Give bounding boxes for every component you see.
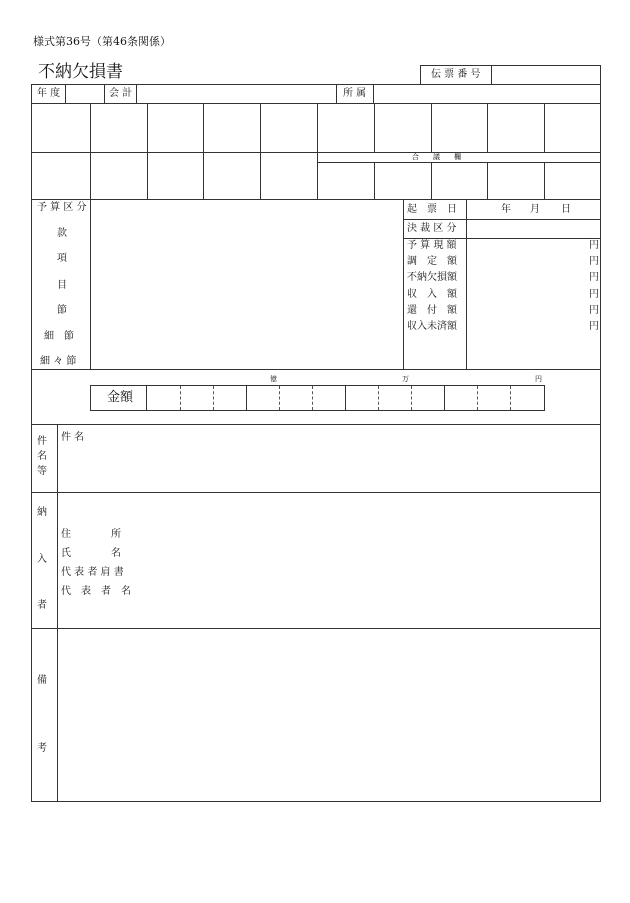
payer-section-char-3: 者 [37, 600, 47, 611]
en-unit: 円 [535, 375, 542, 383]
remarks-section-char-2: 考 [37, 743, 47, 754]
refund-amount-label: 還 付 額 [407, 305, 457, 316]
setsu-label: 節 [57, 305, 67, 316]
approval-stamp-row-2[interactable] [32, 153, 316, 198]
uncollected-amount-label: 収入未済額 [407, 321, 457, 332]
account-label: 会 計 [109, 88, 133, 99]
oku-unit: 億 [270, 375, 277, 383]
subject-section-char-3: 等 [37, 466, 47, 477]
day-label: 日 [561, 204, 571, 215]
saisetsu-label: 細 節 [44, 331, 74, 342]
kan-label: 款 [57, 228, 67, 239]
saisaisetsu-label: 細 々 節 [40, 356, 77, 367]
budget-current-unit: 円 [589, 240, 599, 251]
budget-detail-field[interactable] [91, 200, 402, 368]
council-stamp-row[interactable] [318, 163, 600, 198]
deficit-amount-label: 不納欠損額 [407, 272, 457, 283]
amount-label: 金額 [107, 390, 134, 405]
slip-number-label: 伝 票 番 号 [431, 69, 481, 80]
address-label: 住 所 [61, 529, 121, 540]
year-label: 年 [501, 204, 511, 215]
kou-label: 項 [57, 253, 67, 264]
issue-date-field[interactable] [467, 200, 600, 218]
subject-section-char-2: 名 [37, 451, 47, 462]
amounts-field[interactable] [467, 239, 587, 337]
department-field[interactable] [374, 85, 600, 102]
payer-details-field[interactable] [150, 525, 598, 601]
subject-section-char-1: 件 [37, 436, 47, 447]
issue-date-label: 起 票 日 [407, 204, 457, 215]
uncollected-amount-unit: 円 [589, 321, 599, 332]
received-amount-label: 収 入 額 [407, 289, 457, 300]
department-label: 所 属 [343, 88, 367, 99]
received-amount-unit: 円 [589, 289, 599, 300]
approval-stamp-row-1[interactable] [32, 104, 600, 151]
decision-category-label: 決 裁 区 分 [407, 223, 457, 234]
fiscal-year-label: 年 度 [37, 88, 61, 99]
moku-label: 目 [57, 280, 67, 291]
decision-category-field[interactable] [467, 220, 600, 237]
man-unit: 万 [402, 375, 409, 383]
assessed-amount-unit: 円 [589, 256, 599, 267]
month-label: 月 [530, 204, 540, 215]
page-title: 不納欠損書 [38, 62, 123, 82]
budget-category-label: 予 算 区 分 [37, 202, 87, 213]
rep-title-label: 代 表 者 肩 書 [61, 567, 124, 578]
fiscal-year-field[interactable] [66, 85, 103, 102]
council-label: 合 議 欄 [412, 153, 461, 161]
budget-current-label: 予 算 現 額 [407, 240, 457, 251]
assessed-amount-label: 調 定 額 [407, 256, 457, 267]
form-number-label: 様式第36号（第46条関係） [33, 35, 171, 48]
remarks-section-char-1: 備 [37, 675, 47, 686]
payer-name-label: 氏 名 [61, 548, 121, 559]
remarks-field[interactable] [58, 629, 600, 801]
subject-name-label: 件 名 [61, 432, 85, 443]
subject-name-field[interactable] [95, 428, 599, 490]
rep-name-label: 代 表 者 名 [61, 586, 131, 597]
payer-section-char-1: 納 [37, 507, 47, 518]
slip-number-field[interactable] [492, 66, 600, 84]
refund-amount-unit: 円 [589, 305, 599, 316]
account-field[interactable] [137, 85, 335, 102]
deficit-amount-unit: 円 [589, 272, 599, 283]
payer-section-char-2: 入 [37, 554, 47, 565]
amount-digits-field[interactable] [147, 386, 544, 410]
